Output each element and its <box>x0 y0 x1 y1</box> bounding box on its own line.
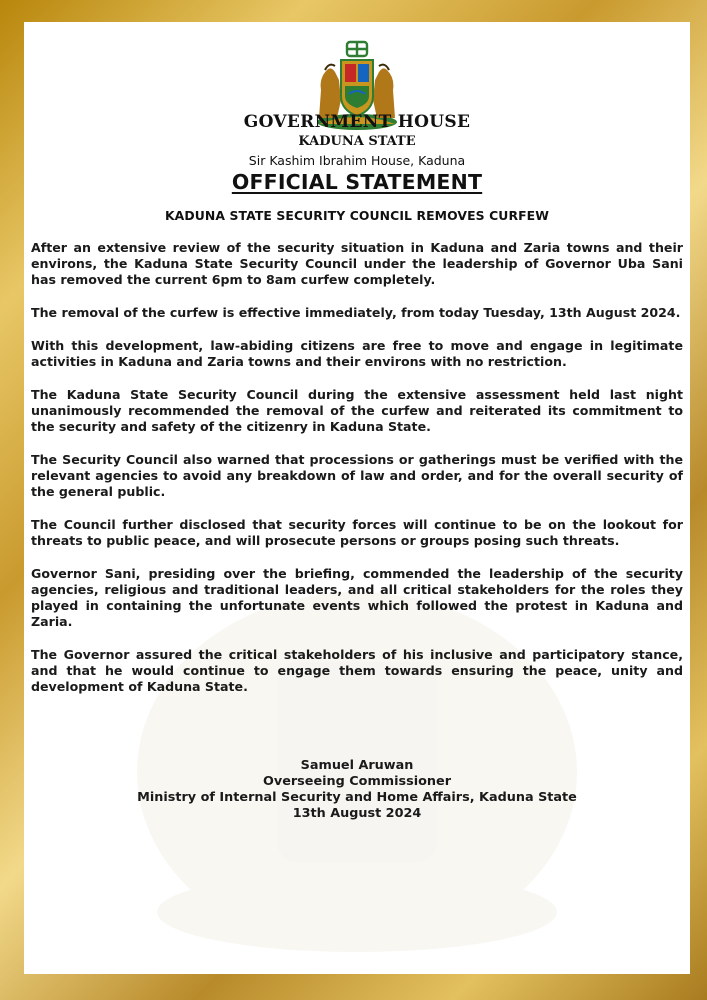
paragraph: The removal of the curfew is effective immediately, from today Tuesday, 13th August 2024. <box>31 305 681 320</box>
signatory-ministry: Ministry of Internal Security and Home Affairs, Kaduna State <box>137 790 577 805</box>
paragraph: With this development, law-abiding citizens are free to move and engage in legitimate activities in Kaduna and Zaria towns and their environs with no restriction. <box>31 338 683 369</box>
paragraph: Governor Sani, presiding over the briefing, commended the leadership of the security agencies, religious and traditional leaders, and all critical stakeholders for the roles they played in containing the unfortunate events which followed the protest in Kaduna and Zaria. <box>31 566 683 629</box>
signatory-role: Overseeing Commissioner <box>262 774 452 789</box>
statement-sheet <box>24 22 690 974</box>
header-state: KADUNA STATE <box>298 134 416 149</box>
statement-body <box>31 240 683 712</box>
statement-subject: KADUNA STATE SECURITY COUNCIL REMOVES CURFEW <box>164 208 549 223</box>
paragraph: After an extensive review of the security situation in Kaduna and Zaria towns and their environs, the Kaduna State Security Council under the leadership of Governor Uba Sani has removed the current 6pm to 8am curfew completely. <box>31 240 683 287</box>
paragraph: The Governor assured the critical stakeholders of his inclusive and participatory stance, and that he would continue to engage them towards ensuring the peace, unity and development of Kaduna State. <box>31 647 683 694</box>
document-title: OFFICIAL STATEMENT <box>231 170 483 194</box>
paragraph: The Security Council also warned that processions or gatherings must be verified with the relevant agencies to avoid any breakdown of law and order, and for the overall security of the general public. <box>31 452 683 499</box>
signature-block <box>24 758 690 822</box>
paragraph: The Council further disclosed that security forces will continue to be on the lookout for threats to public peace, and will prosecute persons or groups posing such threats. <box>31 517 683 548</box>
header-government-house: GOVERNMENT HOUSE <box>243 112 471 132</box>
paragraph: The Kaduna State Security Council during the extensive assessment held last night unanimously recommended the removal of the curfew and reiterated its commitment to the security and safety of the citizenry in Kaduna State. <box>31 387 683 434</box>
header-address: Sir Kashim Ibrahim House, Kaduna <box>248 153 466 168</box>
signatory-name: Samuel Aruwan <box>300 758 414 773</box>
statement-date: 13th August 2024 <box>292 806 422 821</box>
